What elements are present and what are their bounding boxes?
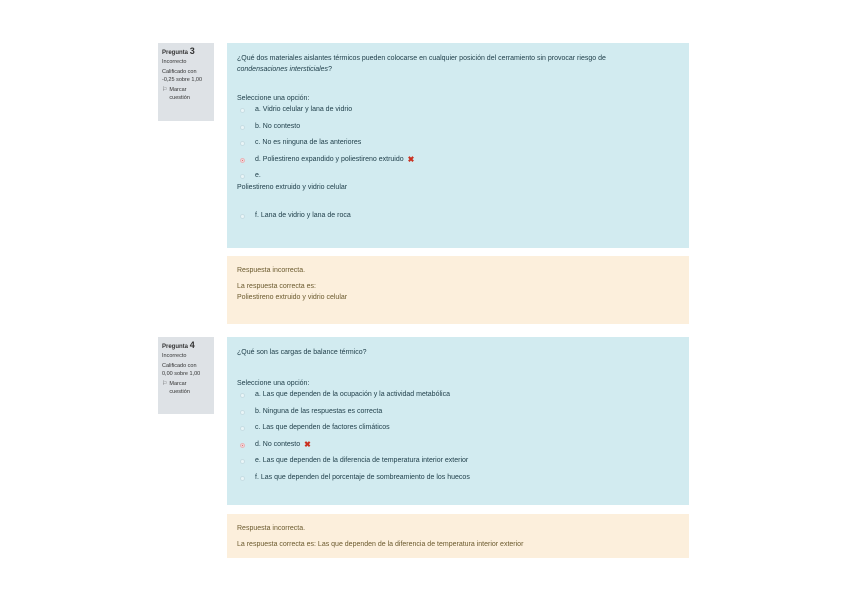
feedback-status: Respuesta incorrecta. bbox=[237, 267, 306, 274]
feedback-box bbox=[227, 514, 689, 558]
question-content bbox=[227, 43, 689, 248]
option-b[interactable] bbox=[237, 408, 679, 425]
option-label: c. No es ninguna de las anteriores bbox=[255, 139, 362, 146]
option-d[interactable] bbox=[237, 156, 679, 173]
option-label: c. Las que dependen de factores climáticos bbox=[255, 424, 390, 431]
answer-prompt: Seleccione una opción: bbox=[237, 380, 310, 387]
feedback-box bbox=[227, 256, 689, 324]
question-text bbox=[237, 53, 679, 75]
option-f[interactable] bbox=[237, 474, 679, 491]
question-text-main: ¿Qué dos materiales aislantes térmicos pueden colocarse en cualquier posición del cerramiento sin provocar riesgo de bbox=[237, 55, 606, 62]
question-info bbox=[158, 337, 214, 414]
grade-line-1: Calificado con bbox=[162, 69, 197, 75]
option-e[interactable] bbox=[237, 172, 679, 212]
question-text-main: ¿Qué son las cargas de balance térmico? bbox=[237, 349, 367, 356]
correct-answer-text: La respuesta correcta es: Las que dependen de la diferencia de temperatura interior exterior bbox=[237, 541, 524, 548]
question-text bbox=[237, 347, 679, 358]
feedback-status: Respuesta incorrecta. bbox=[237, 525, 306, 532]
question-label: Pregunta bbox=[162, 50, 189, 56]
radio-button[interactable] bbox=[240, 214, 245, 219]
question-state: Incorrecto bbox=[162, 353, 187, 359]
option-label: d. Poliestireno expandido y poliestireno extruido bbox=[255, 155, 404, 163]
question-grade bbox=[162, 68, 210, 84]
question-state: Incorrecto bbox=[162, 59, 187, 65]
option-label-line2: Poliestireno extruido y vidrio celular bbox=[237, 184, 348, 191]
question-text-italic: condensaciones intersticiales bbox=[237, 66, 329, 73]
radio-button[interactable] bbox=[240, 426, 245, 431]
grade-line-1: Calificado con bbox=[162, 363, 197, 369]
option-f[interactable] bbox=[237, 212, 679, 229]
option-e[interactable] bbox=[237, 457, 679, 474]
option-label: b. No contesto bbox=[255, 122, 301, 130]
option-d[interactable] bbox=[237, 441, 679, 458]
option-label: e. bbox=[255, 172, 261, 179]
radio-button[interactable] bbox=[240, 476, 245, 481]
question-info bbox=[158, 43, 214, 121]
radio-button[interactable] bbox=[240, 410, 245, 415]
flag-label-2: cuestión bbox=[169, 95, 190, 101]
radio-button[interactable] bbox=[240, 174, 245, 179]
flag-question-link[interactable] bbox=[162, 380, 210, 396]
option-label: a. Las que dependen de la ocupación y la actividad metabólica bbox=[255, 391, 450, 398]
option-label: e. Las que dependen de la diferencia de temperatura interior exterior bbox=[255, 457, 469, 464]
radio-button[interactable] bbox=[240, 125, 245, 130]
cross-icon: ✖ bbox=[407, 154, 415, 164]
radio-button[interactable] bbox=[240, 108, 245, 113]
flag-icon: ⚐ bbox=[162, 87, 168, 93]
radio-button[interactable] bbox=[240, 393, 245, 398]
flag-question-link[interactable] bbox=[162, 86, 210, 102]
question-content bbox=[227, 337, 689, 505]
option-label: f. Las que dependen del porcentaje de sombreamiento de los huecos bbox=[255, 473, 470, 481]
answer-prompt: Seleccione una opción: bbox=[237, 95, 310, 102]
option-label: a. Vidrio celular y lana de vidrio bbox=[255, 106, 353, 113]
option-b[interactable] bbox=[237, 123, 679, 140]
flag-label-1: Marcar bbox=[169, 381, 187, 387]
correct-answer-label: La respuesta correcta es: bbox=[237, 283, 316, 290]
question-number: 3 bbox=[189, 46, 195, 56]
flag-label-1: Marcar bbox=[169, 87, 187, 93]
question-text-end: ? bbox=[328, 66, 332, 73]
question-grade bbox=[162, 362, 210, 378]
answer-options bbox=[237, 391, 679, 490]
option-c[interactable] bbox=[237, 424, 679, 441]
option-label: d. No contesto bbox=[255, 440, 301, 448]
radio-button-selected[interactable] bbox=[240, 443, 245, 448]
radio-button[interactable] bbox=[240, 141, 245, 146]
option-label: b. Ninguna de las respuestas es correcta bbox=[255, 407, 383, 415]
answer-options bbox=[237, 106, 679, 229]
question-title bbox=[162, 47, 210, 57]
correct-answer-text: Poliestireno extruido y vidrio celular bbox=[237, 294, 348, 301]
grade-line-2: -0,25 sobre 1,00 bbox=[162, 77, 203, 83]
question-title bbox=[162, 341, 210, 351]
radio-button-selected[interactable] bbox=[240, 158, 245, 163]
cross-icon: ✖ bbox=[304, 439, 311, 449]
flag-icon: ⚐ bbox=[162, 381, 168, 387]
question-number: 4 bbox=[189, 340, 195, 350]
radio-button[interactable] bbox=[240, 459, 245, 464]
question-label: Pregunta bbox=[162, 344, 189, 350]
grade-line-2: 0,00 sobre 1,00 bbox=[162, 371, 201, 377]
option-label: f. Lana de vidrio y lana de roca bbox=[255, 212, 351, 219]
flag-label-2: cuestión bbox=[169, 389, 190, 395]
option-a[interactable] bbox=[237, 106, 679, 123]
option-a[interactable] bbox=[237, 391, 679, 408]
option-c[interactable] bbox=[237, 139, 679, 156]
